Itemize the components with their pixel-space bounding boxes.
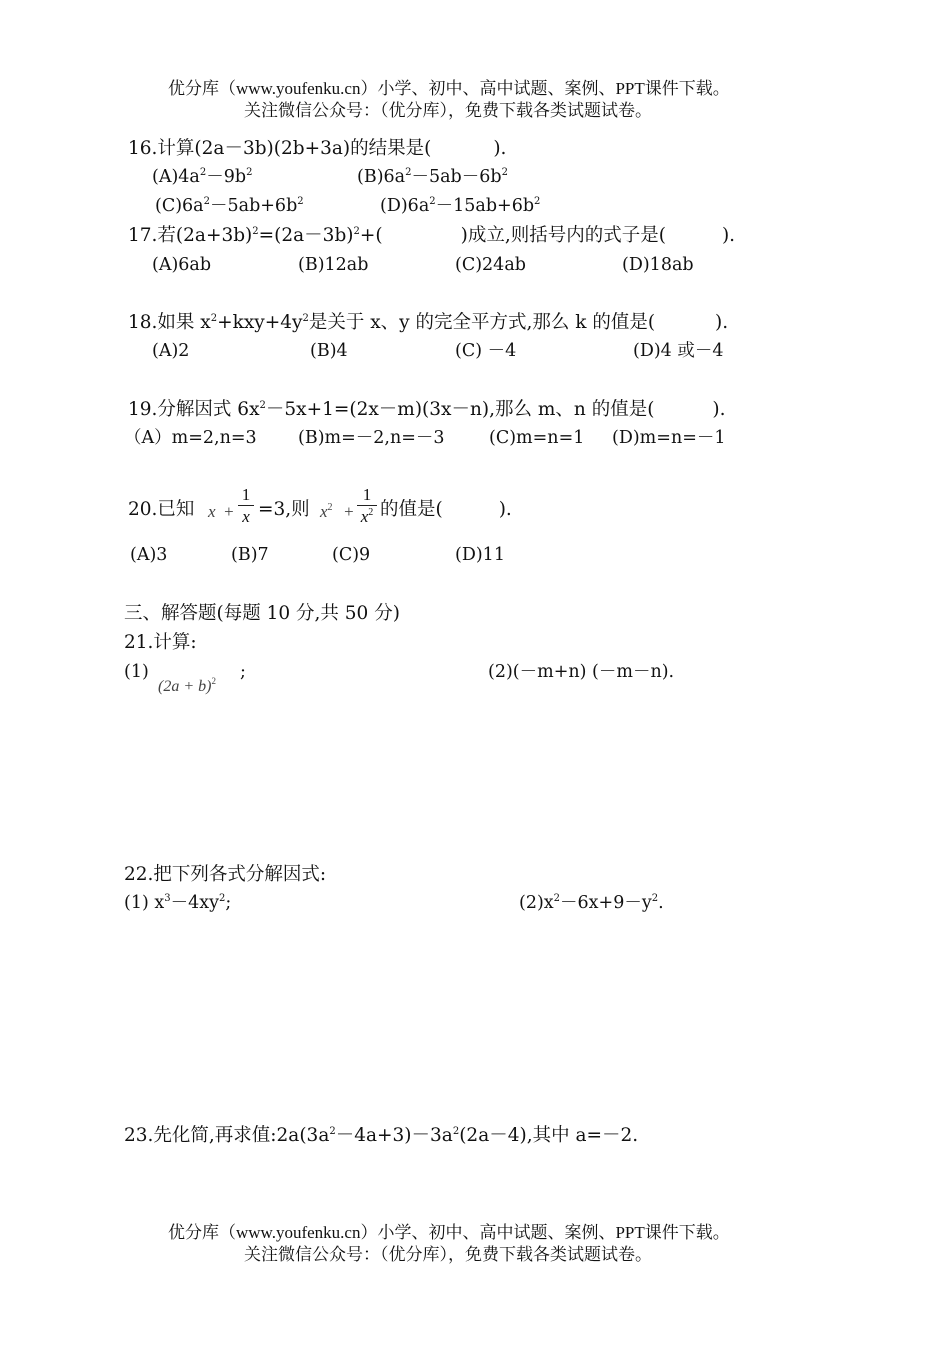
q21-stem: 21.计算:: [124, 632, 197, 653]
q17-option-d: (D)18ab: [622, 255, 694, 275]
section-3-title: 三、解答题(每题 10 分,共 50 分): [124, 603, 400, 624]
q20-option-a: (A)3: [130, 545, 168, 565]
q20-frac1-bar: [238, 505, 254, 506]
q16-stem: [128, 140, 506, 159]
q20-plus2: +: [343, 502, 355, 521]
q20-option-b: (B)7: [231, 545, 269, 565]
q16-option-a: $(A)4a^2-9b^2$: [152, 167, 253, 187]
q18-option-a: (A)2: [152, 341, 190, 361]
q16-stem-a: 16.计算(2a－3b)(2b+3a)的结果是(: [128, 138, 432, 159]
q20-fraction-1: [238, 486, 254, 525]
q20-plus: +: [223, 502, 235, 521]
q20-stem-a: 20.已知: [128, 499, 195, 520]
q17-option-b: (B)12ab: [298, 255, 369, 275]
q20-frac1-den: x: [242, 507, 250, 526]
q22-part1: (1) $x^3-4xy^2$;: [124, 893, 232, 913]
q20-frac2-bar: [357, 505, 377, 506]
q18-option-b: (B)4: [310, 341, 348, 361]
q21-part1-expr: $(2a + b)^2$: [158, 676, 216, 695]
q20-x2: $x^2$: [320, 502, 333, 521]
footer-line-1: 优分库（www.youfenku.cn）小学、初中、高中试题、案例、PPT课件下载。: [168, 1223, 730, 1242]
q17-option-c: (C)24ab: [455, 255, 526, 275]
q17-stem: 17.若$(2a+3b)^2=(2a-3b)^2+$( )成立,则括号内的式子是( ).: [128, 225, 736, 246]
q19-option-a: （A）m=2,n=3: [124, 428, 257, 448]
q16-option-b: $(B)6a^2-5ab-6b^2$: [357, 167, 508, 187]
q16-stem-b: ).: [493, 138, 507, 159]
q19-option-d: (D)m=n=－1: [612, 428, 726, 448]
q20-frac1-num: 1: [241, 485, 251, 504]
q16-option-d: $(D)6a^2-15ab+6b^2$: [380, 196, 541, 216]
q20-fraction-2: [357, 486, 377, 525]
q21-part1-label: (1): [124, 662, 149, 682]
header-line-2: 关注微信公众号：（优分库），免费下载各类试题试卷。: [244, 101, 652, 120]
q20-stem-b: 的值是( ).: [380, 499, 512, 520]
q16-option-c: $(C)6a^2-5ab+6b^2$: [155, 196, 304, 216]
q22-stem: 22.把下列各式分解因式:: [124, 864, 327, 885]
q18-stem: 18.如果 $x^2+kxy+4y^2$是关于 x、y 的完全平方式,那么 k 的值是( ).: [128, 312, 729, 333]
q19-option-b: (B)m=－2,n=－3: [298, 428, 445, 448]
q21-part1-semicolon: ;: [240, 662, 246, 682]
q20-option-c: (C)9: [332, 545, 371, 565]
q20-eq3: =3,则: [258, 499, 310, 520]
q19-stem: 19.分解因式 $6x^2-5x+1=(2x-m)(3x-n)$,那么 m、n 的值是( ).: [128, 399, 726, 420]
q17-option-a: (A)6ab: [152, 255, 212, 275]
footer-line-2: 关注微信公众号：（优分库），免费下载各类试题试卷。: [244, 1245, 652, 1264]
q20-x: x: [208, 502, 216, 521]
q23-stem: 23.先化简,再求值$:2a(3a^2-4a+3)-3a^2(2a-4)$,其中 a=－2.: [124, 1125, 639, 1146]
q19-option-c: (C)m=n=1: [489, 428, 585, 448]
q22-part2: $(2)x^2-6x+9-y^2$.: [519, 893, 664, 913]
header-line-1: 优分库（www.youfenku.cn）小学、初中、高中试题、案例、PPT课件下载。: [168, 79, 730, 98]
q18-option-d: (D)4 或－4: [633, 341, 724, 361]
q20-option-d: (D)11: [455, 545, 505, 565]
q20-frac2-den: $x^2$: [360, 507, 374, 526]
q18-option-c: (C) －4: [455, 341, 517, 361]
q21-part2: (2)(－m+n) (－m－n).: [488, 662, 675, 682]
q20-frac2-num: 1: [362, 485, 372, 504]
